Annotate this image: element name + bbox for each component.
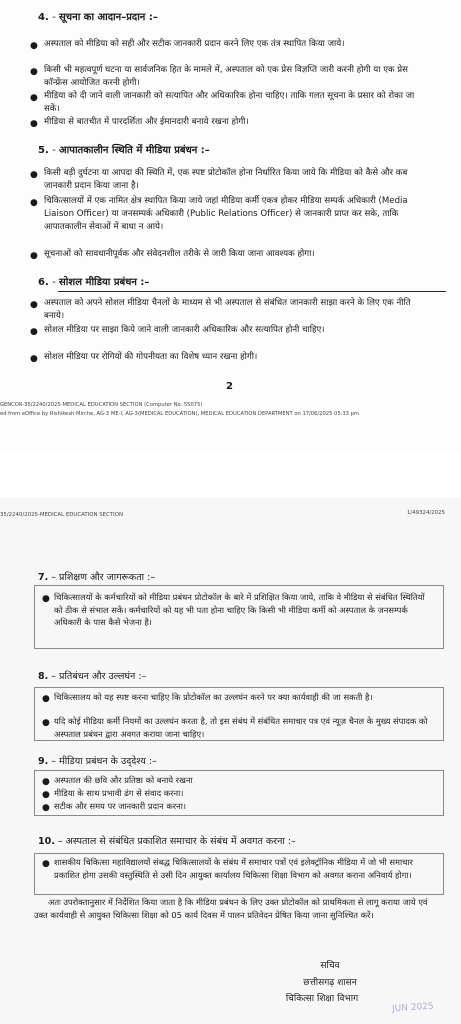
- list-item-text: चिकित्सालयों में एक नामित क्षेत्र स्थापित किया जाये जहां मीडिया कर्मी एकत्र होकर मीडिया सम्पर्क अधिकारी (Media Liaison Officer) या जनसम्पर्क अधिकारी (Public Relations Officer) से जानकारी प्राप्त कर सके, ताकि आपातकालीन सेवाओं में बाधा न आये।: [44, 196, 408, 232]
- bullet-icon: ●: [42, 694, 50, 704]
- list-item-text: चिकित्सालयों के कर्मचारियों को मीडिया प्रबंधन प्रोटोकॉल के बारे में प्रशिक्षित किया जाये, ताकि वे मीडिया से संबंधित स्थितियों को ठीक से संभाल सकें। कर्मचारियों को यह भी पता होना चाहिए कि किसी भी मीडिया कर्मी को अस्पताल के जनसम्पर्क अधिकारी के पास कैसे भेजना है।: [54, 592, 425, 627]
- bullet-icon: ●: [42, 718, 50, 728]
- list-item-text: मीडिया से बातचीत में पारदर्शिता और ईमानदारी बनाये रखना होगी।: [44, 117, 249, 127]
- section-number: 10.: [38, 836, 55, 847]
- section-title: सूचना का आदान–प्रदान :–: [59, 12, 158, 23]
- bullet-icon: ●: [30, 119, 38, 129]
- list-item: [42, 715, 434, 740]
- section-6-heading: [38, 274, 149, 288]
- dash: -: [52, 12, 60, 23]
- list-item: [42, 591, 434, 629]
- list-item-text: किसी बड़ी दुर्घटना या आपदा की स्थिति में, एक स्पष्ट प्रोटोकॉल होना निर्धारित किया जाये कि मीडिया को कैसे और कब जानकारी प्रदान किया जाना है।: [44, 168, 408, 191]
- list-item: [30, 90, 430, 116]
- list-item: [42, 800, 434, 813]
- signature-title: सचिव: [320, 961, 340, 971]
- list-item-text: मीडिया के साथ प्रभावी ढंग से संवाद करना।: [54, 788, 184, 798]
- bullet-icon: ●: [30, 251, 38, 261]
- list-item-text: शासकीय चिकित्सा महाविद्यालयों संबद्ध चिकित्सालयों के संबंध में समाचार पत्रों एवं इलेक्ट्रॉनिक मीडिया में जो भी समाचार प्रकाशित होगा उसकी वस्तुस्थिति से उसी दिन आयुक्त कार्यालय चिकित्सा शिक्षा विभाग को अवगत कराना अनिवार्य होगा।: [54, 857, 413, 880]
- bullet-icon: ●: [42, 859, 50, 869]
- section-10-heading: [38, 834, 296, 847]
- bullet-icon: ●: [42, 594, 50, 604]
- list-item: [42, 787, 434, 800]
- list-item: [42, 856, 434, 881]
- bullet-icon: ●: [30, 93, 38, 103]
- list-item: [30, 297, 430, 323]
- closing-paragraph: अतः उपरोक्तानुसार में निर्देशित किया जाता है कि मीडिया प्रबंधन के लिए उक्त प्रोटोकॉल को प्राथमिकता से लागू कराया जाये एवं उक्त कार्यवाही से आयुक्त चिकित्सा शिक्षा को 05 कार्य दिवस में पालन प्रतिवेदन प्रेषित किया जाना सुनिश्चित करें।: [34, 897, 428, 920]
- page-gap: [0, 452, 461, 498]
- bullet-icon: ●: [42, 790, 50, 800]
- section-title: – प्रशिक्षण और जागरूकता :–: [51, 572, 156, 583]
- list-item: [30, 167, 430, 193]
- section-title: – मीडिया प्रबंधन के उद्‌देश्य :–: [51, 756, 157, 767]
- document-number: 1/49324/2025: [407, 510, 445, 516]
- list-item: [30, 116, 430, 129]
- list-item-text: सोशल मीडिया पर साझा किये जाने वाली जानकारी अधिकारिक और सत्यापित होनी चाहिए।: [44, 325, 325, 335]
- file-reference: GENCOR-35/2240/2025-MEDICAL EDUCATION SECTION (Computer No. 55075): [0, 402, 203, 408]
- eoffice-footer: ed from eOffice by Rishikesh Mirche, AG-3 ME-I, AG-3(MEDICAL EDUCATION), MEDICAL EDUCATION DEPARTMENT on 17/06/2025 05:33 pm: [0, 411, 359, 417]
- list-item-text: मीडिया को दी जाने वाली जानकारी को सत्यापित और अधिकारिक होना चाहिए। ताकि गलत सूचना के प्रसार को रोका जा सकें।: [44, 91, 415, 114]
- list-item-text: किसी भी महत्वपूर्ण घटना या सार्वजनिक हित के मामले में, अस्पताल को एक प्रेस विज्ञप्ति जारी करनी होगी या एक प्रेस कॉन्फ्रेंस आयोजित करनी होगी।: [44, 65, 408, 88]
- section-number: 4.: [38, 12, 49, 23]
- section-8-heading: [38, 669, 146, 682]
- list-item-text: अस्पताल की छवि और प्रतिष्ठा को बनाये रखना: [54, 775, 193, 785]
- list-item-text: यदि कोई मीडिया कर्मी नियमों का उल्लघंन करता है, तो इस संबंध में संबंधित समाचार पत्र एवं न्यूज़ चैनल के मुख्य संपादक को अस्पताल प्रबंधन द्वारा अवगत कराया जाना चाहिए।: [54, 716, 428, 739]
- section-9-heading: [38, 754, 157, 767]
- section-number: 8.: [38, 671, 49, 682]
- section-title: आपातकालीन स्थिति में मीडिया प्रबंधन :–: [59, 145, 210, 156]
- list-item-text: अस्पताल को अपने सोशल मीडिया चैनलों के माध्यम से भी अस्पताल से संबंधित जानकारी साझा करने के लिए एक नीति बनाये।: [44, 298, 411, 321]
- document-page-upper: [0, 0, 461, 452]
- list-item: [30, 248, 430, 261]
- bullet-icon: ●: [30, 170, 38, 180]
- list-item-text: सटीक और समय पर जानकारी प्रदान करना।: [54, 801, 187, 811]
- list-item: [42, 691, 434, 704]
- list-item: [30, 324, 430, 337]
- section-7-heading: [38, 570, 155, 583]
- bullet-icon: ●: [30, 67, 38, 77]
- list-item: [30, 195, 430, 234]
- section-5-heading: [38, 142, 210, 156]
- bullet-icon: ●: [42, 803, 50, 813]
- file-reference: 35/2240/2025-MEDICAL EDUCATION SECTION: [0, 512, 123, 518]
- section-number: 7.: [38, 572, 49, 583]
- bullet-icon: ●: [30, 198, 38, 208]
- section-4-heading: [38, 9, 158, 23]
- dash: -: [52, 277, 60, 288]
- list-item-text: सोशल मीडिया पर रोगियों की गोपनीयता का विशेष ध्यान रखना होगी।: [44, 352, 258, 362]
- section-number: 9.: [38, 756, 49, 767]
- section-underline: [58, 291, 446, 292]
- list-item: [30, 38, 430, 51]
- section-title: – प्रतिबंधन और उल्लघंन :–: [51, 671, 147, 682]
- bullet-icon: ●: [30, 327, 38, 337]
- list-item: [42, 774, 434, 787]
- section-title: – अस्पताल से संबंधित प्रकाशित समाचार के संबंध में अवगत करना :–: [57, 836, 296, 847]
- received-stamp: JUN 2025: [391, 1001, 435, 1015]
- dash: -: [52, 145, 60, 156]
- document-page-lower: [0, 498, 461, 1024]
- bullet-icon: ●: [30, 300, 38, 310]
- list-item: [30, 351, 430, 364]
- section-number: 5.: [38, 145, 49, 156]
- bullet-icon: ●: [30, 41, 38, 51]
- signature-department: चिकित्सा शिक्षा विभाग: [285, 994, 359, 1004]
- bullet-icon: ●: [30, 354, 38, 364]
- section-number: 6.: [38, 277, 49, 288]
- list-item-text: अस्पताल को मीडिया को सही और सटीक जानकारी प्रदान करने लिए एक तंत्र स्थापित किया जाये।: [44, 39, 345, 49]
- list-item-text: चिकित्सालय को यह स्पष्ट करना चाहिए कि प्रोटोकॉल का उल्लघंन करने पर क्या कार्यवाही की जा सकती है।: [54, 692, 373, 702]
- list-item-text: सूचनाओं को सावधानीपूर्वक और संवेदनशील तरीके से जारी किया जाना आवश्यक होगा।: [44, 249, 315, 259]
- bullet-icon: ●: [42, 777, 50, 787]
- list-item: [30, 64, 430, 90]
- page-number: 2: [226, 381, 233, 392]
- section-title: सोशल मीडिया प्रबंधन :–: [59, 277, 150, 288]
- signature-government: छत्तीसगढ़ शासन: [303, 978, 357, 988]
